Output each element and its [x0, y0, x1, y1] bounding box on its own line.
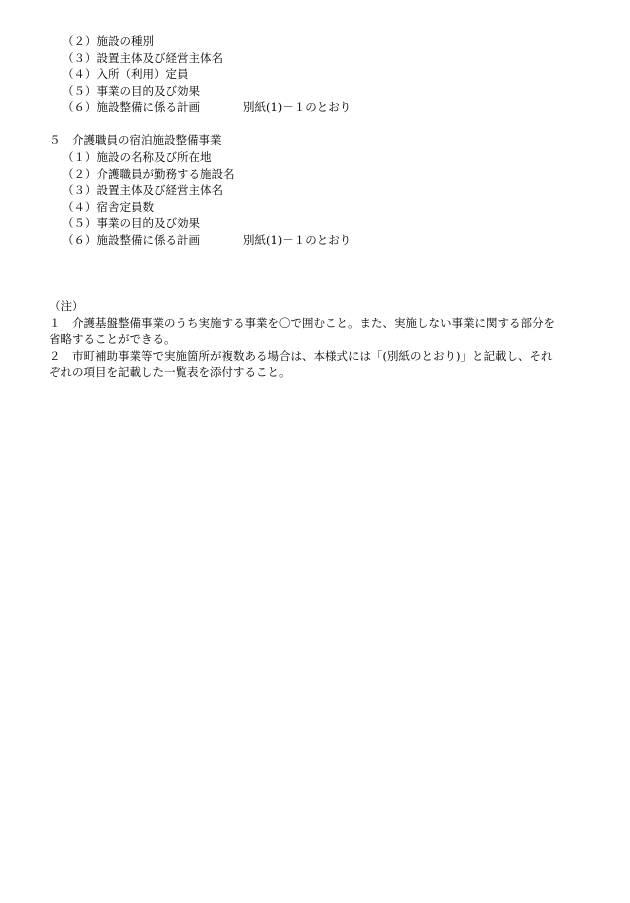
section5-item-5: （５）事業の目的及び効果	[62, 216, 200, 230]
section5-item-1: （１）施設の名称及び所在地	[62, 150, 212, 164]
prev-item-2: （２）施設の種別	[62, 34, 154, 48]
prev-item-3: （３）設置主体及び経営主体名	[62, 51, 223, 65]
note-2-line-2: ぞれの項目を記載した一覧表を添付すること。	[49, 365, 291, 379]
section5-item-6: （６）施設整備に係る計画	[62, 233, 200, 247]
section5-heading: ５ 介護職員の宿泊施設整備事業	[49, 133, 222, 147]
section5-item-6-reference: 別紙(1)－１のとおり	[243, 233, 352, 247]
section5-item-4: （４）宿舎定員数	[62, 200, 154, 214]
prev-item-6: （６）施設整備に係る計画	[62, 100, 200, 114]
note-1-line-1: １ 介護基盤整備事業のうち実施する事業を〇で囲むこと。また、実施しない事業に関する部分を	[49, 316, 555, 330]
prev-item-6-reference: 別紙(1)－１のとおり	[243, 100, 352, 114]
prev-item-5: （５）事業の目的及び効果	[62, 84, 200, 98]
note-2-line-1: ２ 市町補助事業等で実施箇所が複数ある場合は、本様式には「(別紙のとおり)」と記載し、それ	[49, 349, 553, 363]
section5-item-2: （２）介護職員が勤務する施設名	[62, 167, 235, 181]
prev-item-4: （４）入所（利用）定員	[62, 67, 189, 81]
notes-label: （注）	[49, 299, 84, 313]
section5-item-3: （３）設置主体及び経営主体名	[62, 183, 223, 197]
note-1-line-2: 省略することができる。	[49, 332, 176, 346]
